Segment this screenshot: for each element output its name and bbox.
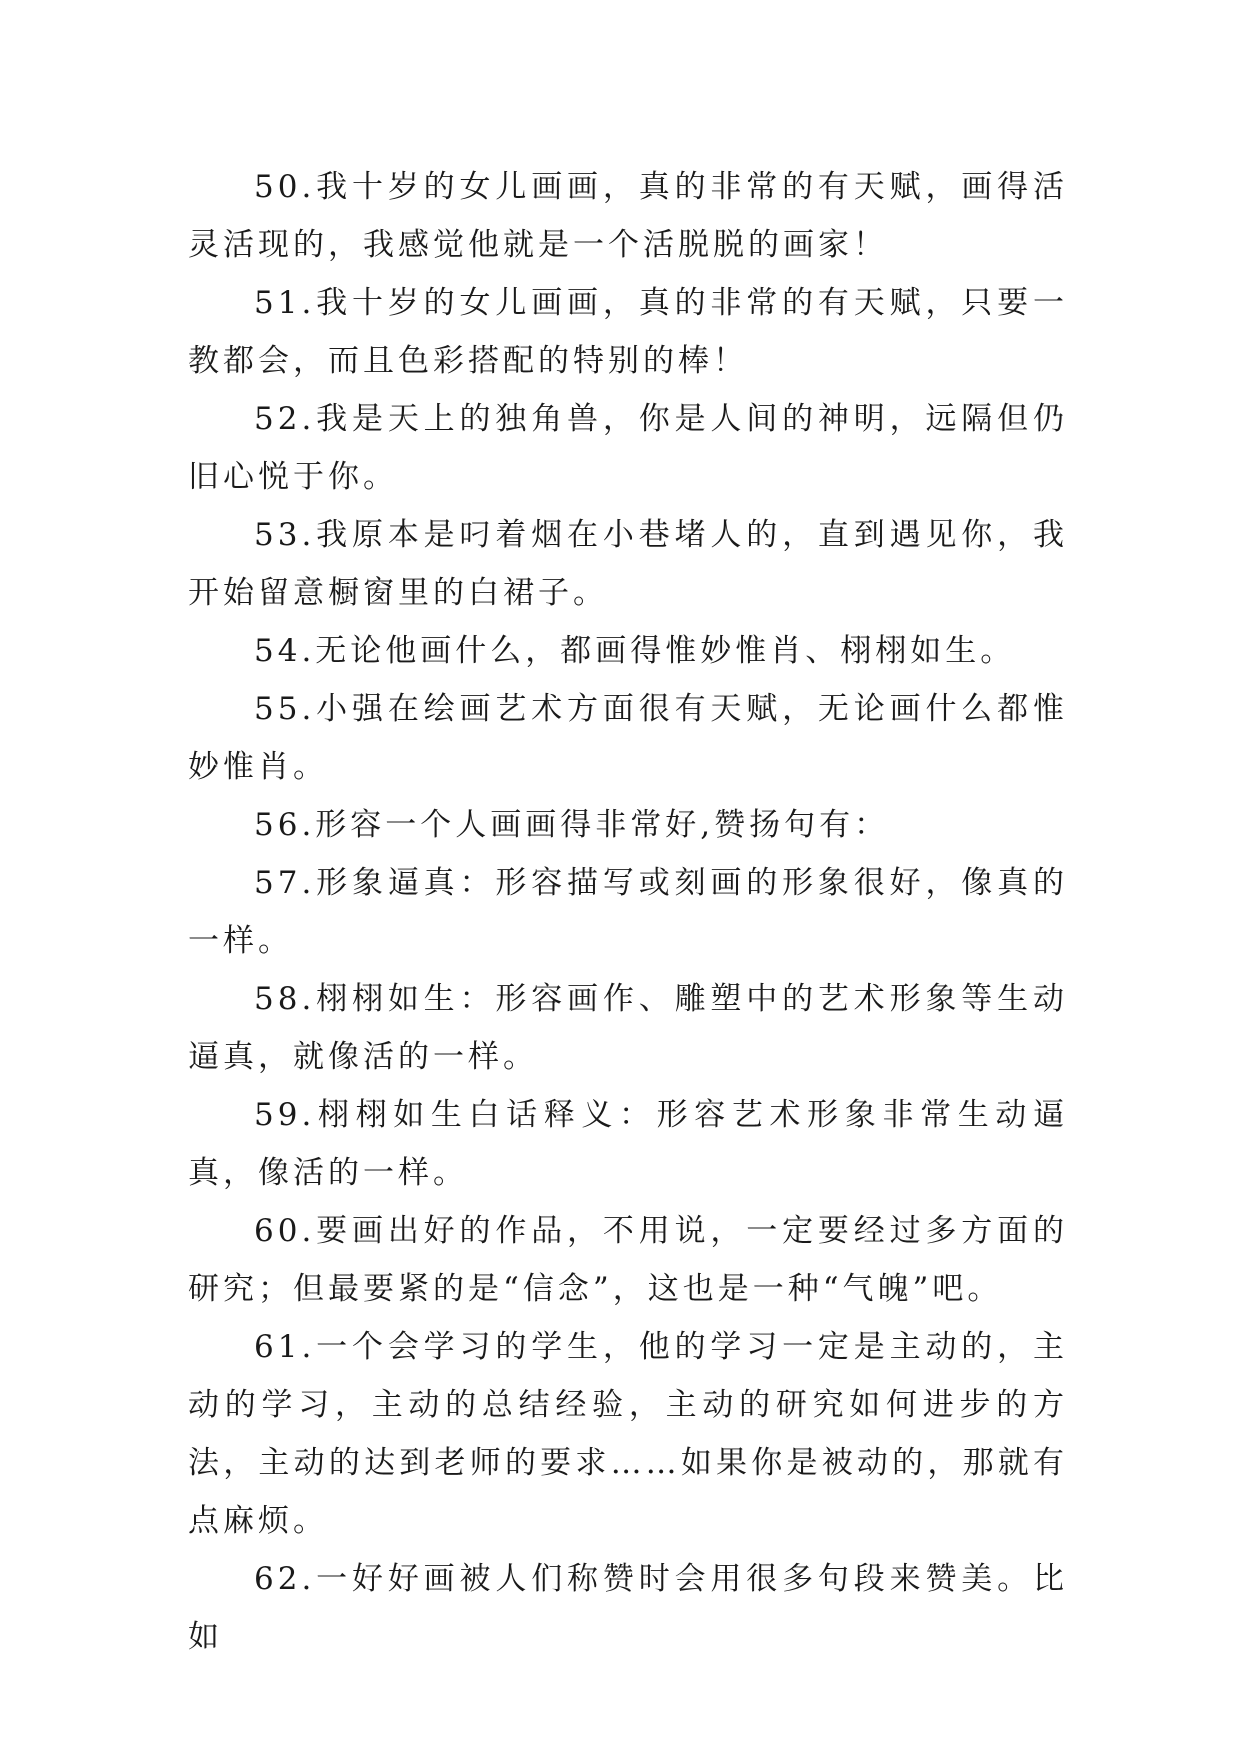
paragraph-56: 56.形容一个人画画得非常好,赞扬句有：: [254, 807, 890, 843]
paragraph-53: 53.我原本是叼着烟在小巷堵人的，直到遇见你，我开始留意橱窗里的白裙子。: [188, 517, 1068, 611]
paragraph-59: 59.栩栩如生白话释义：形容艺术形象非常生动逼真，像活的一样。: [188, 1097, 1068, 1191]
paragraph-54: 54.无论他画什么，都画得惟妙惟肖、栩栩如生。: [254, 633, 1016, 669]
paragraph-58: 58.栩栩如生：形容画作、雕塑中的艺术形象等生动逼真，就像活的一样。: [188, 981, 1068, 1075]
paragraph-62: 62.一好好画被人们称赞时会用很多句段来赞美。比如: [188, 1561, 1068, 1655]
paragraph-60: 60.要画出好的作品，不用说，一定要经过多方面的研究；但最要紧的是“信念”，这也是一种“气魄”吧。: [188, 1213, 1068, 1307]
document-body: [188, 158, 1068, 1666]
paragraph-55: 55.小强在绘画艺术方面很有天赋，无论画什么都惟妙惟肖。: [188, 691, 1068, 785]
paragraph-57: 57.形象逼真：形容描写或刻画的形象很好，像真的一样。: [188, 865, 1068, 959]
paragraph-61: 61.一个会学习的学生，他的学习一定是主动的，主动的学习，主动的总结经验，主动的研究如何进步的方法，主动的达到老师的要求……如果你是被动的，那就有点麻烦。: [188, 1329, 1068, 1539]
paragraph-52: 52.我是天上的独角兽，你是人间的神明，远隔但仍旧心悦于你。: [188, 401, 1068, 495]
paragraph-51: 51.我十岁的女儿画画，真的非常的有天赋，只要一教都会，而且色彩搭配的特别的棒！: [188, 285, 1068, 379]
paragraph-50: 50.我十岁的女儿画画，真的非常的有天赋，画得活灵活现的，我感觉他就是一个活脱脱的画家！: [188, 169, 1068, 263]
